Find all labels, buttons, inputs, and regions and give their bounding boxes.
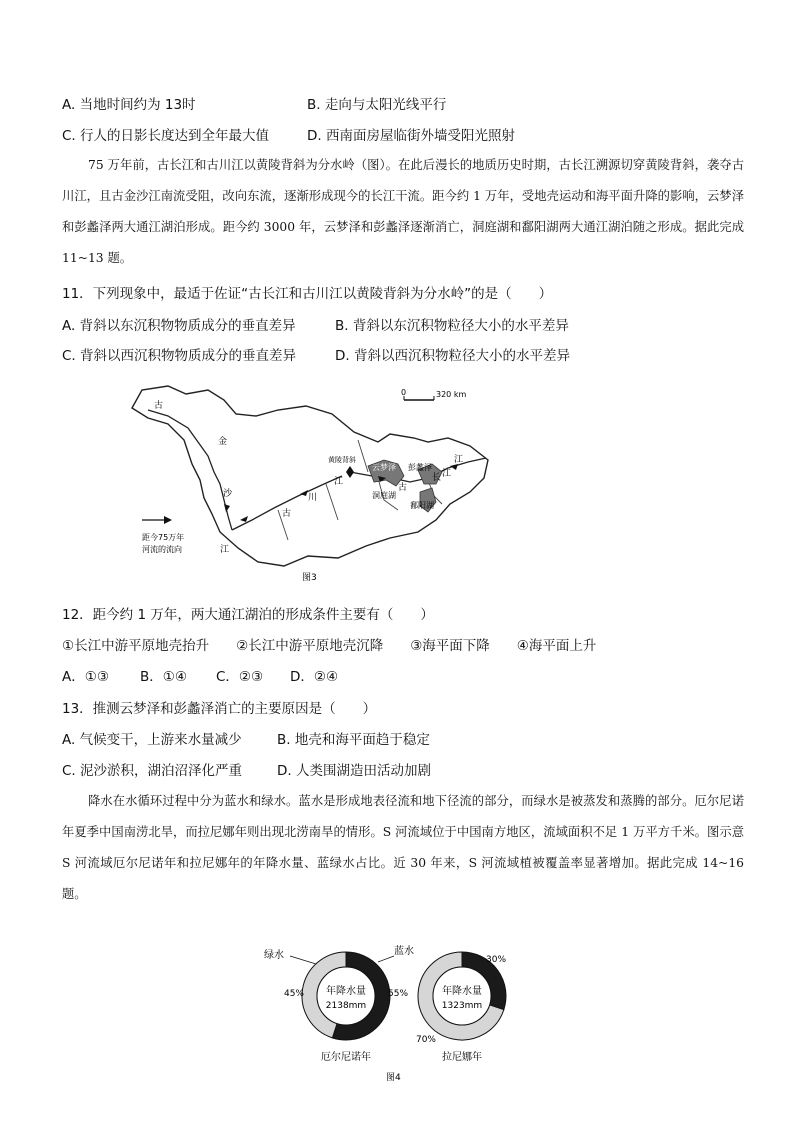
passage-yangtze: 75 万年前，古长江和古川江以黄陵背斜为分水岭（图）。在此后漫长的地质历史时期，古长江溯源切穿黄陵背斜，袭夺古川江，且古金沙江南流受阻，改向东流，逐渐形成现今的长江干流。距今约 1 万年，受地壳运动和海平面升降的影响，云梦泽和彭蠡泽两大通江湖泊形成。距今约 3000 年，云梦泽和彭蠡泽逐渐消亡，洞庭湖和鄱阳湖两大通江湖泊随之形成。据此完成 11~13 题。 xyxy=(62,158,744,265)
donut-title: 拉尼娜年 xyxy=(442,1052,482,1063)
label-pengli: 彭蠡泽 xyxy=(408,463,432,472)
label-chuan-gu: 古 xyxy=(282,509,292,519)
yangtze-map xyxy=(128,380,498,590)
donut-title: 厄尔尼诺年 xyxy=(321,1052,371,1063)
q11-option-d: D. 背斜以西沉积物粒径大小的水平差异 xyxy=(335,348,570,364)
q10-option-a: A. 当地时间约为 13时 xyxy=(62,97,196,113)
q12-stem: 12．距今约 1 万年，两大通江湖泊的形成条件主要有（ ） xyxy=(62,607,434,623)
q13-stem: 13．推测云梦泽和彭蠡泽消亡的主要原因是（ ） xyxy=(62,701,377,717)
label-gu-1: 古 xyxy=(154,401,164,411)
legend-arrow xyxy=(142,516,172,524)
q12-items: ①长江中游平原地壳抬升 ②长江中游平原地壳沉降 ③海平面下降 ④海平面上升 xyxy=(62,638,597,654)
q12-option-a: A．①③ xyxy=(62,669,109,685)
label-poyang: 鄱阳湖 xyxy=(410,501,434,510)
q11-stem: 11．下列现象中，最适于佐证“古长江和古川江以黄陵背斜为分水岭”的是（ ） xyxy=(62,286,553,302)
label-sha: 沙 xyxy=(223,489,233,499)
label-chuan: 川 xyxy=(308,493,318,503)
donut-center-label: 年降水量 xyxy=(442,986,482,997)
la-nina-donut xyxy=(416,952,506,1063)
label-jin: 金 xyxy=(218,437,228,447)
label-jiang-3: 江 xyxy=(442,469,452,479)
label-gu-3: 古 xyxy=(398,483,408,493)
label-chang: 长 xyxy=(432,473,442,483)
label-huangling: 黄陵背斜 xyxy=(328,456,356,464)
green-water-label: 绿水 xyxy=(264,950,284,961)
label-jiang-2: 江 xyxy=(454,455,464,465)
donut-center-value: 2138mm xyxy=(325,1001,367,1011)
label-jiang-1: 江 xyxy=(220,545,230,555)
q10-option-c: C. 行人的日影长度达到全年最大值 xyxy=(62,128,270,144)
q11-option-c: C. 背斜以西沉积物物质成分的垂直差异 xyxy=(62,348,297,364)
passage-blue-green-water: 降水在水循环过程中分为蓝水和绿水。蓝水是形成地表径流和地下径流的部分，而绿水是被蒸发和蒸腾的部分。厄尔尼诺年夏季中国南涝北旱，而拉尼娜年则出现北涝南旱的情形。S 河流域位于中国南方地区，流域面积不足 1 万平方千米。图示意 S 河流域厄尔尼诺年和拉尼娜年的年降水量、蓝绿水占比。近 30 年来，S 河流域植被覆盖率显著增加。据此完成 14~16 题。 xyxy=(62,794,744,901)
label-dongting: 洞庭湖 xyxy=(372,491,396,500)
scale-zero: 0 xyxy=(401,388,407,397)
el-nino-donut xyxy=(284,952,408,1063)
figure-4-caption: 图4 xyxy=(386,1073,401,1083)
q10-option-d: D. 西南面房屋临街外墙受阳光照射 xyxy=(307,128,515,144)
donut-center-label: 年降水量 xyxy=(326,986,366,997)
q13-option-d: D. 人类围湖造田活动加剧 xyxy=(277,763,431,779)
q13-option-a: A. 气候变干，上游来水量减少 xyxy=(62,732,242,748)
scale-label: 320 km xyxy=(436,390,467,399)
donut-center-value: 1323mm xyxy=(441,1001,483,1011)
q13-option-c: C. 泥沙淤积，湖泊沼泽化严重 xyxy=(62,763,243,779)
q12-option-c: C．②③ xyxy=(216,669,264,685)
donut-value-label: 30% xyxy=(486,955,507,965)
donut-value-label: 55% xyxy=(388,989,409,999)
label-yunmeng: 云梦泽 xyxy=(372,463,396,472)
q11-option-b: B. 背斜以东沉积物粒径大小的水平差异 xyxy=(335,318,569,334)
figure-3-caption: 图3 xyxy=(302,573,317,583)
blue-water-label: 蓝水 xyxy=(394,946,414,957)
q11-option-a: A. 背斜以东沉积物物质成分的垂直差异 xyxy=(62,318,296,334)
legend-line-1: 距今75万年 xyxy=(142,533,185,542)
legend-line-2: 河流的流向 xyxy=(142,545,182,554)
scale-bar xyxy=(404,396,434,400)
donut-value-label: 45% xyxy=(283,989,304,999)
q10-option-b: B. 走向与太阳光线平行 xyxy=(307,97,447,113)
donut-value-label: 70% xyxy=(415,1035,436,1045)
q12-option-d: D．②④ xyxy=(290,669,339,685)
label-chuan-jiang: 江 xyxy=(334,477,344,487)
q13-option-b: B. 地壳和海平面趋于稳定 xyxy=(277,732,430,748)
figure-4-donut-charts xyxy=(260,938,540,1088)
q12-option-b: B．①④ xyxy=(140,669,187,685)
